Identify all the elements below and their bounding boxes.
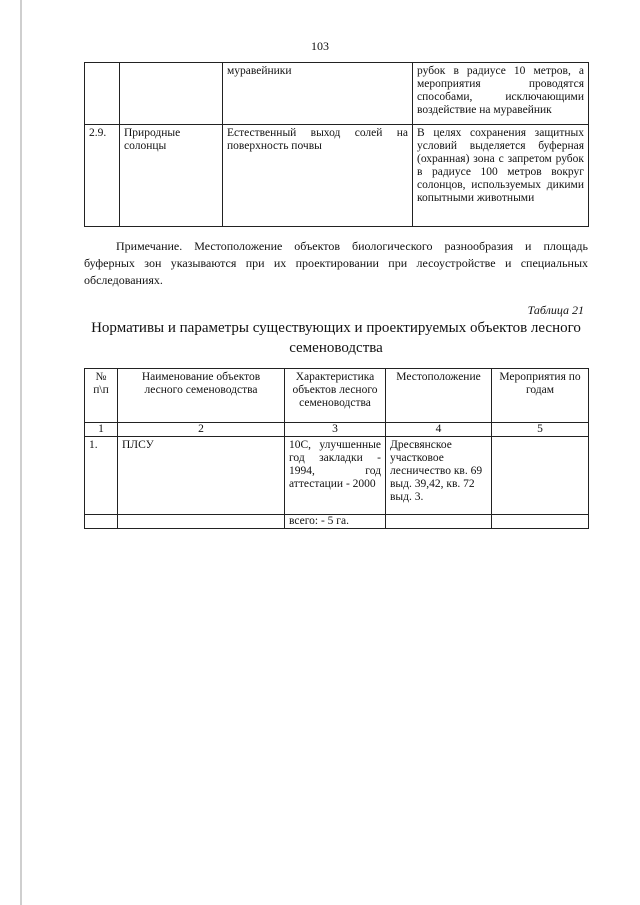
column-number-row	[85, 423, 589, 437]
col-number: 5	[492, 423, 589, 437]
seed-objects-table	[84, 368, 589, 529]
table-row	[85, 437, 589, 515]
cell-num	[85, 63, 120, 125]
cell-measures	[492, 437, 589, 515]
col-number: 2	[118, 423, 285, 437]
page-number: 103	[311, 39, 329, 53]
cell-empty	[118, 515, 285, 529]
cell-characteristic: 10С, улучшенные год закладки - 1994, год аттестации - 2000	[285, 437, 386, 515]
cell-empty	[386, 515, 492, 529]
header-row	[85, 369, 589, 423]
cell-name	[120, 63, 223, 125]
table-caption: Таблица 21	[527, 303, 584, 317]
cell-name: Природные солонцы	[120, 125, 223, 227]
table-row	[85, 125, 589, 227]
header-location: Местоположение	[386, 369, 492, 423]
cell-num: 1.	[85, 437, 118, 515]
cell-empty	[85, 515, 118, 529]
cell-measures: В целях сохранения защитных условий выделяется буферная (охранная) зона с запретом рубок в радиусе 100 метров вокруг солонцов, используемых дикими копытными животными	[413, 125, 589, 227]
cell-characteristic: Естественный выход солей на поверхность почвы	[223, 125, 413, 227]
col-number: 4	[386, 423, 492, 437]
cell-name: ПЛСУ	[118, 437, 285, 515]
header-name: Наименование объектов лесного семеноводства	[118, 369, 285, 423]
total-value: всего: - 5 га.	[285, 515, 386, 529]
biodiversity-table	[84, 62, 589, 227]
cell-empty	[492, 515, 589, 529]
page-edge-shadow	[20, 0, 22, 905]
cell-location: Дресвянское участковое лесничество кв. 69 выд. 39,42, кв. 72 выд. 3.	[386, 437, 492, 515]
col-number: 3	[285, 423, 386, 437]
cell-characteristic: муравейники	[223, 63, 413, 125]
total-row	[85, 515, 589, 529]
cell-num: 2.9.	[85, 125, 120, 227]
note-paragraph: Примечание. Местоположение объектов биологического разнообразия и площадь буферных зон указываются при их проектировании при лесоустройстве и специальных обследованиях.	[84, 239, 588, 287]
header-characteristic: Характеристика объектов лесного семеноводства	[285, 369, 386, 423]
header-measures: Мероприятия по годам	[492, 369, 589, 423]
header-num: № п\п	[85, 369, 118, 423]
cell-measures: рубок в радиусе 10 метров, а мероприятия проводятся способами, исключающими воздействие на муравейник	[413, 63, 589, 125]
col-number: 1	[85, 423, 118, 437]
table-row	[85, 63, 589, 125]
table-title: Нормативы и параметры существующих и проектируемых объектов лесного семеноводства	[91, 320, 581, 356]
